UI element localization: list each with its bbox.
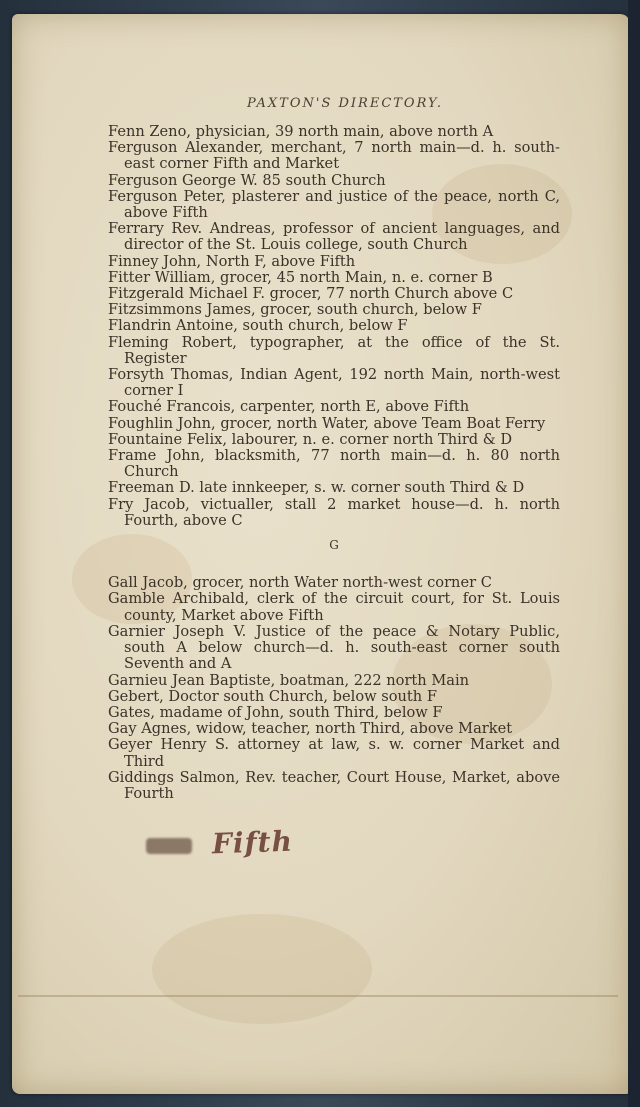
directory-entry: Ferrary Rev. Andreas, professor of ancient languages, and director of the St. Louis college, south Church [108,220,560,254]
directory-entry: Fenn Zeno, physician, 39 north main, above north A [108,123,494,140]
paper-stain [152,914,372,1024]
section-letter: G [329,538,339,553]
book-edge [628,0,640,1107]
directory-entry: Fountaine Felix, labourer, n. e. corner north Third & D [108,430,513,448]
ink-blot [146,838,192,854]
directory-entry: Finney John, North F, above Fifth [108,252,356,270]
directory-entry: Forsyth Thomas, Indian Agent, 192 north Main, north-west corner I [108,366,560,400]
directory-entry: Fitter William, grocer, 45 north Main, n. e. corner B [108,268,493,286]
directory-entry: Gebert, Doctor south Church, below south F [108,687,437,705]
directory-entry: Flandrin Antoine, south church, below F [108,317,408,335]
directory-entry: Ferguson Alexander, merchant, 7 north main—d. h. south-east corner Fifth and Market [108,139,560,173]
directory-entry: Gay Agnes, widow, teacher, north Third, above Market [108,720,513,738]
page-crease [18,995,618,997]
directory-entry: Frame John, blacksmith, 77 north main—d. h. 80 north Church [108,447,560,481]
directory-entry: Fouché Francois, carpenter, north E, above Fifth [108,398,470,416]
handwritten-annotation: Fifth [211,824,294,861]
directory-entry: Fleming Robert, typographer, at the office of the St. Register [108,333,560,367]
running-header: PAXTON'S DIRECTORY. [246,96,444,111]
entries-g-section [108,575,560,802]
directory-entry: Giddings Salmon, Rev. teacher, Court House, Market, above Fourth [108,768,560,802]
directory-entry: Freeman D. late innkeeper, s. w. corner south Third & D [108,479,525,497]
directory-entry: Fitzgerald Michael F. grocer, 77 north Church above C [108,285,514,303]
directory-entry: Garnier Joseph V. Justice of the peace & Notary Public, south A below church—d. h. south-east corner south Seventh and A [108,622,560,673]
entries-f-section [108,124,560,529]
directory-entry: Fry Jacob, victualler, stall 2 market house—d. h. north Fourth, above C [108,495,560,529]
directory-entry: Gamble Archibald, clerk of the circuit court, for St. Louis county, Market above Fifth [108,590,560,624]
directory-entry: Foughlin John, grocer, north Water, above Team Boat Ferry [108,414,546,432]
directory-entries [108,124,560,802]
directory-entry: Ferguson Peter, plasterer and justice of the peace, north C, above Fifth [108,187,560,222]
directory-entry: Ferguson George W. 85 south Church [108,171,386,189]
directory-entry: Garnieu Jean Baptiste, boatman, 222 north Main [108,671,470,689]
directory-entry: Geyer Henry S. attorney at law, s. w. corner Market and Third [108,736,560,770]
directory-entry: Gates, madame of John, south Third, below F [108,703,443,721]
directory-entry: Gall Jacob, grocer, north Water north-west corner C [108,574,492,592]
directory-entry: Fitzsimmons James, grocer, south church, below F [108,301,482,319]
